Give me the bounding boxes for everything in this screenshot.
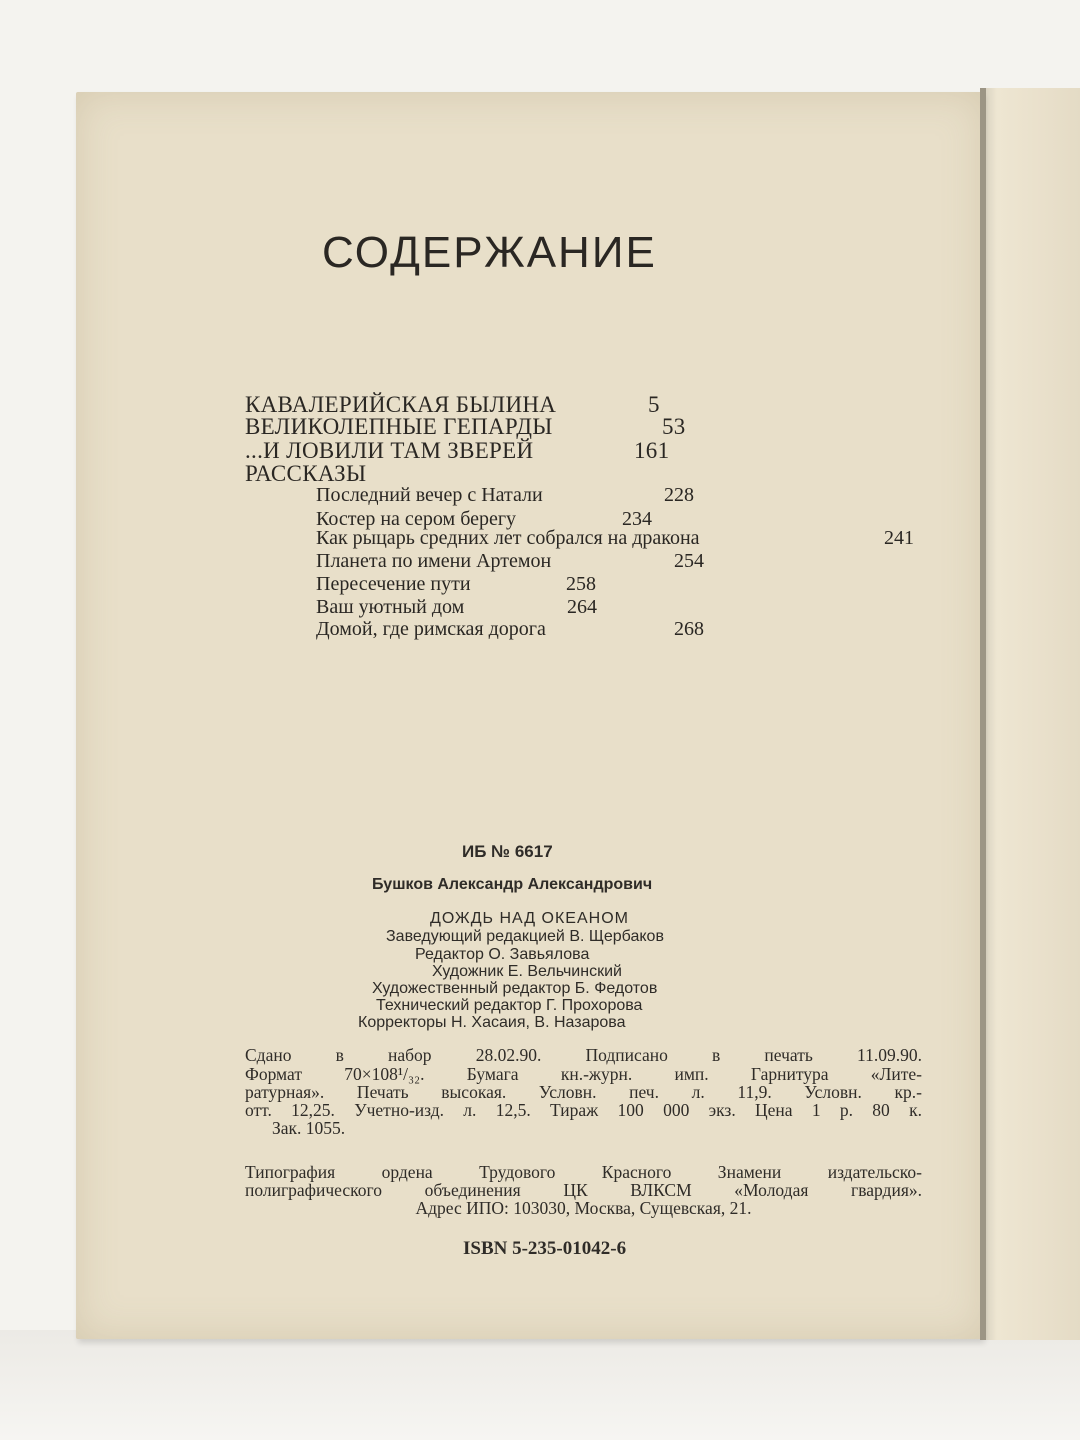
toc-page: 264	[567, 596, 597, 618]
toc-story-title: Как рыцарь средних лет собрался на дракона	[316, 527, 700, 549]
toc-story-title: Костер на сером берегу	[316, 508, 517, 530]
toc-page: 53	[662, 414, 686, 439]
toc-story-title: Ваш уютный дом	[316, 596, 465, 618]
toc-story-title: Последний вечер с Натали	[316, 484, 543, 506]
toc-page: 258	[566, 573, 596, 595]
toc-page: 241	[884, 527, 914, 549]
toc-story-title: Пересечение пути	[316, 573, 471, 595]
print-details-line: отт. 12,25. Учетно-изд. л. 12,5. Тираж 100 000 экз. Цена 1 р. 80 к.	[245, 1100, 922, 1120]
book-page	[76, 92, 983, 1339]
toc-page: 228	[664, 484, 694, 506]
printer-line: полиграфического объединения ЦК ВЛКСМ «Молодая гвардия».	[245, 1180, 922, 1200]
toc-page: 161	[634, 438, 670, 463]
credit-line: Художник Е. Вельчинский	[432, 963, 622, 980]
toc-page: 234	[622, 508, 652, 530]
ib-number: ИБ № 6617	[462, 842, 553, 861]
toc-title: КАВАЛЕРИЙСКАЯ БЫЛИНА	[245, 392, 557, 417]
toc-page: 254	[674, 550, 704, 572]
credit-line: Технический редактор Г. Прохорова	[376, 997, 643, 1014]
toc-title: ...И ЛОВИЛИ ТАМ ЗВЕРЕЙ	[245, 438, 534, 463]
toc-page: 5	[648, 392, 660, 417]
isbn: ISBN 5-235-01042-6	[463, 1238, 627, 1259]
page-gap	[980, 88, 986, 1340]
author-name: Бушков Александр Александрович	[372, 876, 653, 893]
print-details-line: Сдано в набор 28.02.90. Подписано в печать 11.09.90.	[245, 1045, 922, 1065]
toc-page: 268	[674, 618, 704, 640]
credit-line: Заведующий редакцией В. Щербаков	[386, 928, 664, 945]
printer-line: Типография ордена Трудового Красного Знамени издательско-	[245, 1162, 922, 1182]
page-title: СОДЕРЖАНИЕ	[322, 228, 657, 277]
credit-line: Редактор О. Завьялова	[415, 946, 590, 963]
credit-line: Корректоры Н. Хасаия, В. Назарова	[358, 1014, 626, 1031]
background-surface	[0, 1330, 1080, 1440]
print-details-line: Формат 70×108¹/₃₂. Бумага кн.-журн. имп. Гарнитура «Лите-	[245, 1064, 922, 1084]
book-title: ДОЖДЬ НАД ОКЕАНОМ	[430, 910, 629, 927]
next-page-edge	[983, 88, 1080, 1340]
credit-line: Художественный редактор Б. Федотов	[372, 980, 658, 997]
order-number: Зак. 1055.	[272, 1118, 346, 1138]
toc-story-title: Планета по имени Артемон	[316, 550, 552, 572]
printer-address: Адрес ИПО: 103030, Москва, Сущевская, 21.	[415, 1198, 752, 1218]
print-details-line: ратурная». Печать высокая. Условн. печ. л. 11,9. Условн. кр.-	[245, 1082, 922, 1102]
toc-section-title: РАССКАЗЫ	[245, 461, 367, 486]
toc-story-title: Домой, где римская дорога	[316, 618, 546, 640]
toc-title: ВЕЛИКОЛЕПНЫЕ ГЕПАРДЫ	[245, 414, 553, 439]
